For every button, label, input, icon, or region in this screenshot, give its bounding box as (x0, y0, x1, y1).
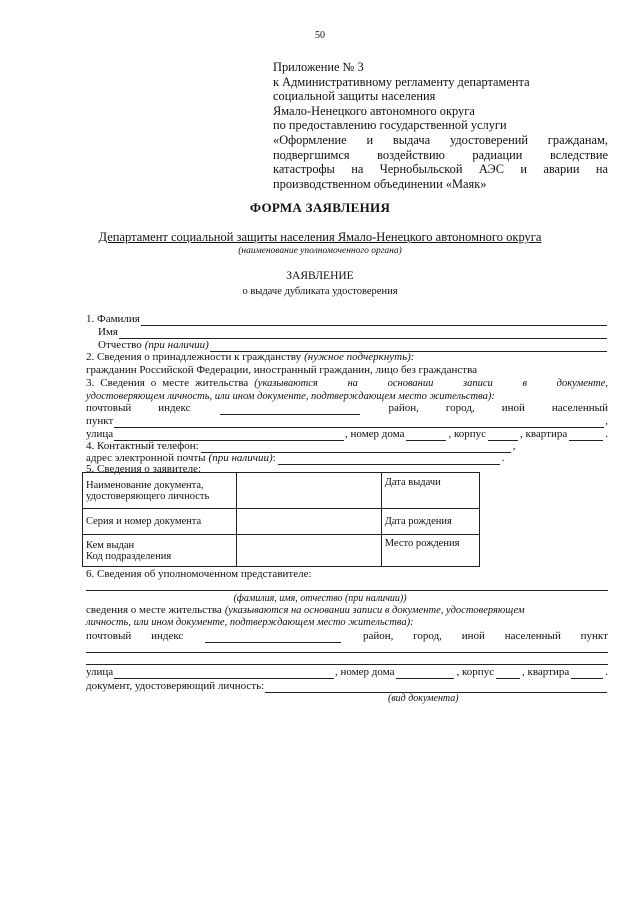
rep-city-label: город, (413, 630, 442, 642)
punkt-row: пункт , (86, 415, 608, 427)
issued-by-cell (83, 535, 237, 567)
house-label: , номер дома (345, 428, 405, 440)
appendix-line: «Оформление и выдача удостоверений гражданам, (273, 132, 608, 147)
patronymic-label: Отчество (98, 339, 142, 351)
applicant-table (82, 472, 480, 567)
citizenship-options (86, 364, 608, 377)
residence-word: 3. (86, 377, 95, 389)
phone-label: 4. Контактный телефон: (86, 440, 199, 452)
doc-name-label: удостоверяющего личность (86, 490, 210, 502)
residence-word: месте (162, 377, 189, 389)
residence-row (86, 377, 608, 390)
index-label: индекс (158, 402, 191, 414)
department-hint: (наименование уполномоченного органа) (238, 246, 402, 256)
rep-house-label: , номер дома (335, 666, 395, 678)
residence-hint: (указываются на основании записи в документе, (254, 378, 608, 389)
rep-settlement-label: населенный (504, 630, 561, 642)
surname-field[interactable] (141, 315, 607, 326)
representative-fio-field[interactable] (86, 590, 608, 591)
rep-apartment-label: , квартира (522, 666, 570, 678)
other-label: иной (501, 402, 525, 414)
street-row: улица , номер дома , корпус , квартира . (86, 428, 608, 440)
appendix-line: катастрофы на Чернобыльской АЭС и аварии на (273, 162, 608, 177)
rep-punkt-label: пункт (580, 630, 608, 642)
rep-house-field[interactable] (396, 668, 454, 679)
city-label: город, (445, 402, 475, 414)
building-label: , корпус (448, 428, 487, 440)
appendix-line: по предоставлению государственной услуги (273, 118, 507, 133)
appendix-header (273, 60, 608, 191)
appendix-line: подвергшимся воздействию радиации вследствие (273, 147, 608, 162)
declaration-subtitle: о выдаче дубликата удостоверения (242, 286, 398, 297)
citizenship-options-text[interactable]: гражданин Российской Федерации, иностранный гражданин, лицо без гражданства (86, 364, 478, 376)
rep-id-doc-row (86, 680, 608, 693)
district-label: район, (388, 402, 419, 414)
declaration-title: ЗАЯВЛЕНИЕ (286, 270, 354, 282)
name-row (86, 326, 608, 339)
form-title: ФОРМА ЗАЯВЛЕНИЯ (249, 200, 391, 215)
appendix-line: Ямало-Ненецкого автономного округа (273, 103, 475, 118)
series-label: Серия и номер документа (83, 509, 237, 535)
representative-title-row (86, 568, 608, 581)
residence-hint: удостоверяющем личность, или ином документе, подтверждающем место жительства): (86, 391, 495, 402)
appendix-line: производственном объединении «Маяк» (273, 176, 487, 191)
if-any-hint: (при наличии) (144, 339, 209, 351)
residence-word: о (150, 377, 157, 389)
rep-postal-index-field[interactable] (205, 632, 341, 643)
name-field[interactable] (119, 328, 607, 339)
rep-id-doc-field[interactable] (265, 682, 607, 693)
doc-name-cell (83, 473, 237, 509)
rep-residence-hint: личность, или ином документе, подтверждающем место жительства): (86, 617, 414, 628)
appendix-line: социальной защиты населения (273, 89, 436, 104)
representative-title: 6. Сведения об уполномоченном представителе: (86, 568, 312, 580)
settlement-label: населенный (551, 402, 608, 414)
page-number: 50 (315, 30, 325, 41)
rep-residence-hint: (указываются на основании записи в документе, удостоверяющем (224, 605, 525, 616)
phone-row: 4. Контактный телефон: , (86, 440, 516, 452)
rep-street-field[interactable] (114, 668, 334, 679)
rep-index-label: индекс (151, 630, 184, 642)
issued-by-value[interactable] (236, 535, 381, 567)
series-value[interactable] (236, 509, 381, 535)
rep-residence-label: сведения о месте жительства (86, 604, 222, 616)
surname-row (86, 313, 608, 326)
birth-date-label: Дата рождения (381, 509, 479, 535)
rep-postal-row (86, 630, 608, 643)
rep-postal-label: почтовый (86, 630, 132, 642)
doc-name-label: Наименование документа, (86, 479, 204, 491)
rep-building-field[interactable] (496, 668, 520, 679)
birth-place-label: Место рождения (381, 535, 479, 567)
email-label: адрес электронной почты (86, 452, 206, 464)
citizenship-label: 2. Сведения о принадлежности к гражданству (86, 351, 302, 363)
apartment-label: , квартира (520, 428, 568, 440)
rep-building-label: , корпус (456, 666, 495, 678)
residence-word: жительства (194, 377, 249, 389)
applicant-label: 5. Сведения о заявителе: (86, 463, 202, 475)
issued-by-label: Кем выдан (86, 539, 135, 551)
rep-settlement-field[interactable] (86, 652, 608, 653)
email-if-any-hint: (при наличии) (208, 452, 273, 464)
rep-settlement-field-2[interactable] (86, 664, 608, 665)
rep-residence-hint-row (86, 616, 608, 629)
rep-other-label: иной (461, 630, 485, 642)
department-name: Департамент социальной защиты населения Ямало-Ненецкого автономного округа (98, 230, 542, 244)
citizenship-row (86, 351, 608, 364)
rep-apartment-field[interactable] (571, 668, 603, 679)
underline-hint: (нужное подчеркнуть): (304, 351, 415, 363)
surname-label: 1. Фамилия (86, 313, 140, 325)
residence-word: Сведения (100, 377, 145, 389)
issue-date-label: Дата выдачи (381, 473, 479, 509)
appendix-line: Приложение № 3 (273, 60, 364, 74)
rep-id-doc-label: документ, удостоверяющий личность: (86, 680, 265, 692)
postal-row (86, 402, 608, 415)
dept-code-label: Код подразделения (86, 550, 172, 562)
rep-district-label: район, (362, 630, 394, 642)
rep-street-label: улица (86, 666, 114, 678)
postal-label: почтовый (86, 402, 132, 414)
street-label: улица (86, 428, 114, 440)
doc-name-value[interactable] (236, 473, 381, 509)
email-row: адрес электронной почты (при наличии) : . (86, 452, 505, 464)
doc-kind-hint: (вид документа) (388, 693, 459, 704)
settlement-field[interactable] (114, 417, 604, 428)
name-label: Имя (98, 326, 118, 338)
appendix-line: к Административному регламенту департамента (273, 74, 530, 89)
rep-street-row: улица , номер дома , корпус , квартира . (86, 666, 608, 678)
punkt-label: пункт (86, 415, 114, 427)
postal-index-field[interactable] (220, 404, 360, 415)
fio-hint: (фамилия, имя, отчество (при наличии)) (233, 593, 407, 604)
